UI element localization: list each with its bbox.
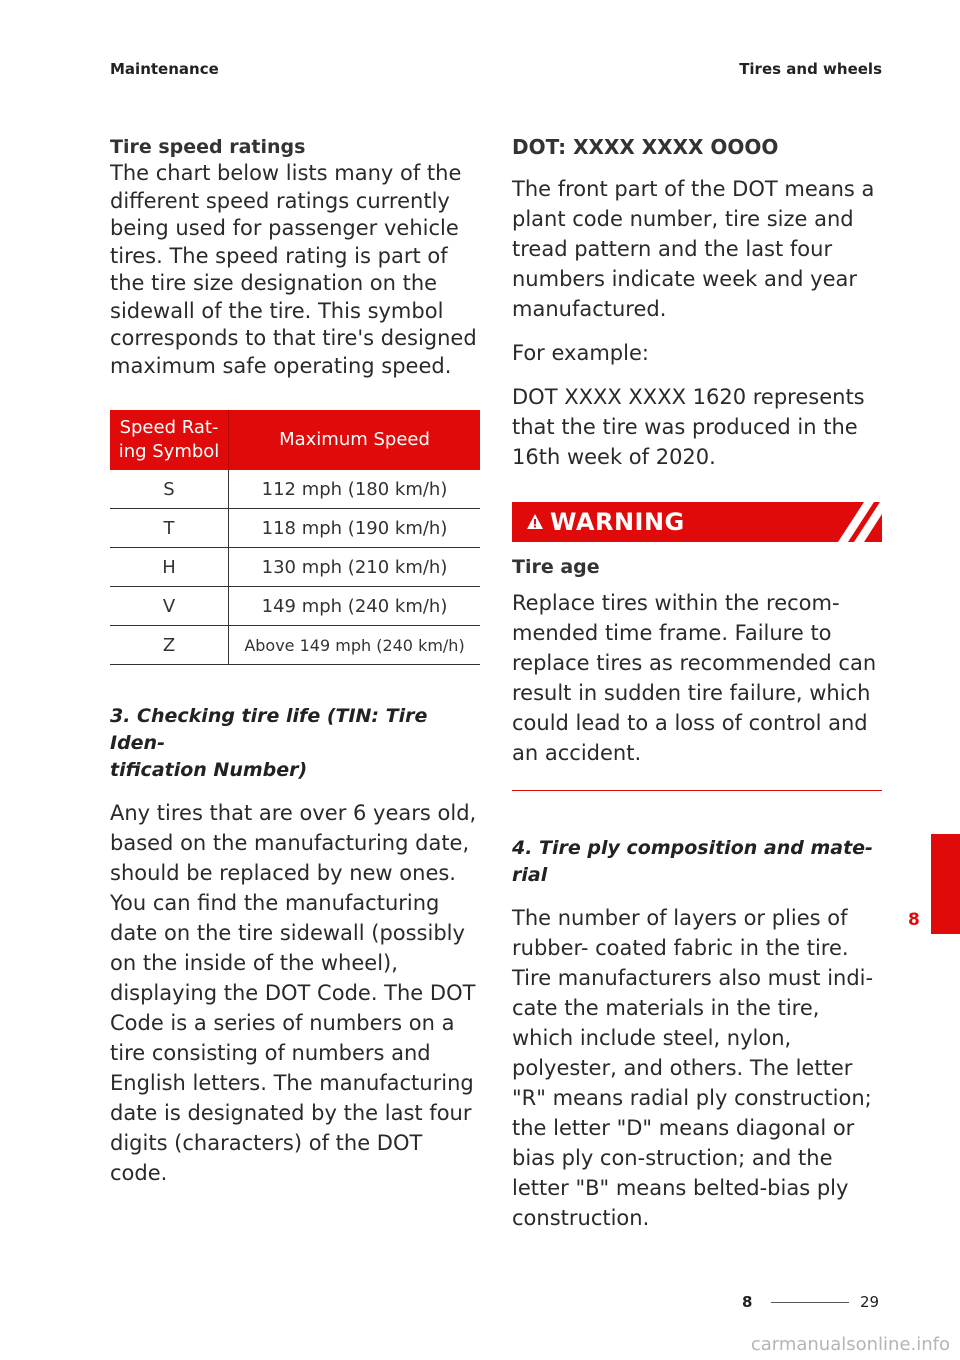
max-speed-cell: Above 149 mph (240 km/h) bbox=[229, 626, 481, 665]
footer-divider bbox=[771, 1302, 849, 1303]
max-speed-cell: 130 mph (210 km/h) bbox=[229, 548, 481, 587]
warning-subtitle: Tire age bbox=[512, 556, 600, 578]
footer-page-number: 29 bbox=[860, 1293, 880, 1311]
header-max-speed: Maximum Speed bbox=[229, 410, 481, 470]
speed-rating-table bbox=[110, 410, 480, 665]
max-speed-cell: 149 mph (240 km/h) bbox=[229, 587, 481, 626]
max-speed-cell: 112 mph (180 km/h) bbox=[229, 470, 481, 509]
max-speed-cell: 118 mph (190 km/h) bbox=[229, 509, 481, 548]
example-label: For example: bbox=[512, 341, 649, 365]
warning-text: Replace tires within the recom-mended time frame. Failure to replace tires as recommended can result in sudden tire failure, which could lead to a loss of control and an accident. bbox=[512, 591, 877, 765]
warning-end-rule bbox=[512, 790, 882, 791]
section-4-title: 4. Tire ply composition and mate- rial bbox=[512, 837, 873, 886]
header-chapter-title: Tires and wheels bbox=[739, 60, 882, 78]
dot-code-title: DOT: XXXX XXXX OOOO bbox=[512, 135, 779, 159]
section-4-text: The number of layers or plies of rubber- coated fabric in the tire. Tire manufacturers also must indi-cate the materials in the tire, which include steel, nylon, polyester, and others. The letter "R" means radial ply construction; the letter "D" means diagonal or bias ply con-struction; and the letter "B" means belted-bias ply construction. bbox=[512, 906, 874, 1230]
speed-symbol-cell: H bbox=[110, 548, 229, 587]
warning-label: WARNING bbox=[550, 508, 685, 536]
section-3-text: Any tires that are over 6 years old, based on the manufacturing date, should be replaced by new ones. You can find the manufacturing date on the tire sidewall (possibly on the inside of the wheel), displaying the DOT Code. The DOT Code is a series of numbers on a tire consisting of numbers and English letters. The manufacturing date is designated by the last four digits (characters) of the DOT code. bbox=[110, 801, 477, 1185]
dot-code-text: The front part of the DOT means a plant code number, tire size and tread pattern and the last four numbers indicate week and year manufactured. bbox=[512, 177, 875, 321]
table-row bbox=[110, 509, 480, 548]
warning-stripes-icon bbox=[818, 502, 882, 542]
speed-symbol-cell: Z bbox=[110, 626, 229, 665]
example-text: DOT XXXX XXXX 1620 represents that the tire was produced in the 16th week of 2020. bbox=[512, 385, 865, 469]
watermark: carmanualsonline.info bbox=[750, 1334, 950, 1355]
warning-banner bbox=[512, 502, 882, 542]
chapter-tab bbox=[931, 834, 960, 934]
table-row bbox=[110, 626, 480, 665]
header-section: Maintenance bbox=[110, 60, 219, 78]
left-column bbox=[110, 134, 480, 1188]
speed-symbol-cell: T bbox=[110, 509, 229, 548]
table-row bbox=[110, 587, 480, 626]
speed-symbol-cell: V bbox=[110, 587, 229, 626]
section-3-title: 3. Checking tire life (TIN: Tire Iden- tification Number) bbox=[110, 705, 428, 781]
table-row bbox=[110, 470, 480, 509]
table-row bbox=[110, 548, 480, 587]
right-column bbox=[512, 134, 882, 1233]
speed-ratings-intro: The chart below lists many of the different speed ratings currently being used for passenger vehicle tires. The speed rating is part of the tire size designation on the sidewall of the tire. This symbol corresponds to that tire's designed maximum safe operating speed. bbox=[110, 161, 477, 378]
warning-triangle-icon bbox=[526, 513, 544, 530]
chapter-tab-number: 8 bbox=[908, 910, 920, 930]
footer-chapter: 8 bbox=[742, 1293, 753, 1311]
speed-symbol-cell: S bbox=[110, 470, 229, 509]
table-header-row bbox=[110, 410, 480, 470]
speed-ratings-title: Tire speed ratings bbox=[110, 136, 306, 158]
header-speed-symbol: Speed Rat- ing Symbol bbox=[110, 410, 229, 470]
